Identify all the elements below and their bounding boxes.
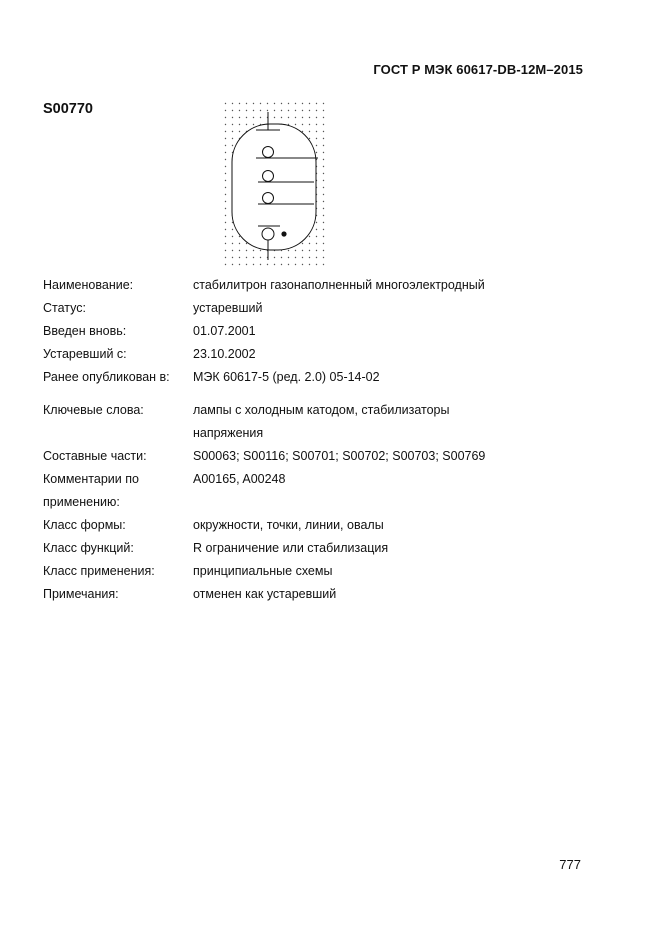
page-number: 777 xyxy=(559,857,581,872)
row-label-empty xyxy=(43,422,193,445)
row-notes xyxy=(43,583,603,606)
symbol-code: S00770 xyxy=(43,101,93,117)
row-label: Составные части: xyxy=(43,449,147,463)
row-value: напряжения xyxy=(193,426,264,440)
gas-tube-symbol-icon xyxy=(222,100,326,270)
row-keywords xyxy=(43,399,603,422)
attribute-table xyxy=(43,274,603,606)
row-value: стабилитрон газонаполненный многоэлектродный xyxy=(193,278,485,292)
row-previously-published xyxy=(43,366,603,389)
row-application-notes xyxy=(43,468,603,491)
row-label: Примечания: xyxy=(43,587,119,601)
row-value: 01.07.2001 xyxy=(193,324,256,338)
row-name xyxy=(43,274,603,297)
row-label: Ранее опубликован в: xyxy=(43,370,170,384)
row-value: R ограничение или стабилизация xyxy=(193,541,389,555)
row-value: отменен как устаревший xyxy=(193,587,337,601)
row-label: Класс функций: xyxy=(43,541,134,555)
row-value: МЭК 60617-5 (ред. 2.0) 05-14-02 xyxy=(193,370,380,384)
row-application-class xyxy=(43,560,603,583)
row-introduced xyxy=(43,320,603,343)
electrode-circle-2 xyxy=(263,171,274,182)
electrode-circle-3 xyxy=(263,193,274,204)
cathode-circle xyxy=(262,228,274,240)
electrode-circle-1 xyxy=(263,147,274,158)
row-value: окружности, точки, линии, овалы xyxy=(193,518,384,532)
row-components xyxy=(43,445,603,468)
row-value-empty xyxy=(193,491,603,514)
gas-fill-dot xyxy=(281,231,286,236)
row-application-notes-continued xyxy=(43,491,603,514)
row-value: 23.10.2002 xyxy=(193,347,256,361)
row-status xyxy=(43,297,603,320)
row-label: применению: xyxy=(43,495,120,509)
row-function-class xyxy=(43,537,603,560)
row-label: Статус: xyxy=(43,301,86,315)
row-label: Устаревший с: xyxy=(43,347,127,361)
row-label: Ключевые слова: xyxy=(43,403,144,417)
row-label: Комментарии по xyxy=(43,472,139,486)
standard-title: ГОСТ Р МЭК 60617-DB-12M–2015 xyxy=(373,62,583,77)
row-value: A00165, A00248 xyxy=(193,472,286,486)
tube-envelope xyxy=(232,124,316,250)
row-keywords-continued xyxy=(43,422,603,445)
row-value: принципиальные схемы xyxy=(193,564,333,578)
row-value: устаревший xyxy=(193,301,263,315)
row-label: Введен вновь: xyxy=(43,324,127,338)
row-obsolete-since xyxy=(43,343,603,366)
row-value: лампы с холодным катодом, стабилизаторы xyxy=(193,403,450,417)
row-value: S00063; S00116; S00701; S00702; S00703; S00769 xyxy=(193,449,486,463)
row-label: Класс применения: xyxy=(43,564,155,578)
row-shape-class xyxy=(43,514,603,537)
row-label: Класс формы: xyxy=(43,518,126,532)
row-label: Наименование: xyxy=(43,278,134,292)
